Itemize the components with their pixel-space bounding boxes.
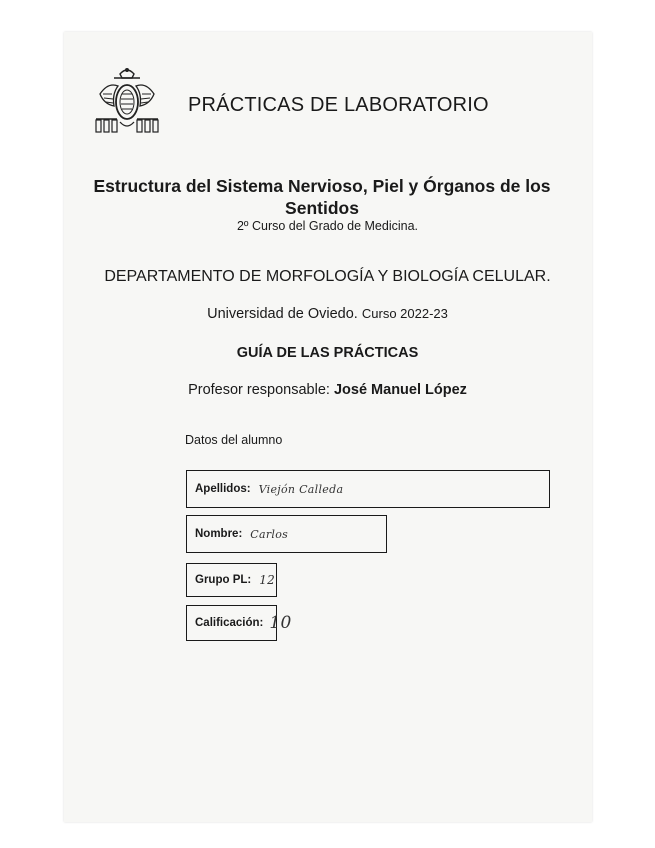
guide-title: GUÍA DE LAS PRÁCTICAS: [236, 345, 419, 361]
university-line: [0, 306, 655, 322]
academic-year: Curso 2022-23: [361, 306, 448, 321]
document-page: [64, 32, 592, 822]
grade-value: 10: [269, 613, 292, 633]
group-field[interactable]: [186, 563, 277, 597]
student-data-label: Datos del alumno: [185, 433, 283, 447]
name-field[interactable]: [186, 515, 387, 553]
professor-line: [0, 382, 655, 398]
name-value: Carlos: [250, 527, 289, 541]
surname-field[interactable]: [186, 470, 550, 508]
grade-label: Calificación:: [195, 617, 264, 629]
grade-field[interactable]: [186, 605, 292, 641]
course-year-line: 2º Curso del Grado de Medicina.: [236, 219, 419, 233]
header-title: PRÁCTICAS DE LABORATORIO: [188, 94, 489, 116]
professor-name: José Manuel López: [333, 382, 467, 398]
surname-label: Apellidos:: [195, 483, 251, 495]
department-name: DEPARTAMENTO DE MORFOLOGÍA Y BIOLOGÍA CELULAR.: [104, 268, 551, 285]
surname-value: Viejón Calleda: [258, 482, 344, 496]
group-label: Grupo PL:: [195, 574, 252, 586]
university-name: Universidad de Oviedo.: [207, 306, 358, 322]
professor-label: Profesor responsable:: [188, 382, 330, 398]
university-seal-icon: [90, 64, 164, 136]
name-label: Nombre:: [195, 528, 243, 540]
group-value: 12: [259, 573, 276, 587]
course-title: Estructura del Sistema Nervioso, Piel y Órganos de los Sentidos: [93, 176, 551, 218]
